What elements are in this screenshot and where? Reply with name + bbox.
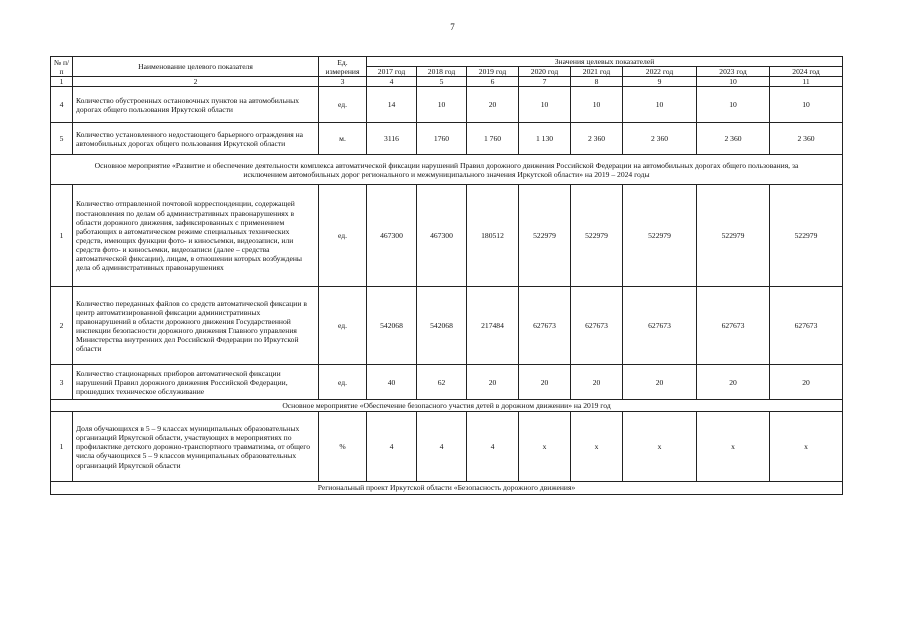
indicator-value: 467300 [417, 185, 467, 287]
indicator-row [51, 123, 843, 155]
indicator-value: х [623, 412, 697, 482]
indicator-value: 20 [770, 365, 843, 400]
column-number: 10 [697, 77, 770, 87]
row-number: 4 [51, 87, 73, 123]
indicator-value: 2 360 [571, 123, 623, 155]
indicator-row [51, 87, 843, 123]
indicator-value: 1 130 [519, 123, 571, 155]
indicator-value: 40 [367, 365, 417, 400]
indicator-name: Количество переданных файлов со средств автоматической фиксации в центр автоматизированной фиксации административных правонарушений в области дорожного движения Государственной инспекции безопасности дорожного движения Главного управления Министерства внутренних дел Российской Федерации по Иркутской области [73, 287, 319, 365]
page-number: 7 [450, 22, 455, 32]
indicator-value: 522979 [571, 185, 623, 287]
indicator-value: х [697, 412, 770, 482]
column-number: 6 [467, 77, 519, 87]
indicator-value: 14 [367, 87, 417, 123]
header-year: 2024 год [770, 67, 843, 77]
indicator-value: 3116 [367, 123, 417, 155]
section-title-row [51, 482, 843, 494]
header-values-group: Значения целевых показателей [367, 57, 843, 67]
header-year: 2022 год [623, 67, 697, 77]
indicator-value: 627673 [697, 287, 770, 365]
indicator-value: 522979 [623, 185, 697, 287]
column-number: 4 [367, 77, 417, 87]
indicator-value: 10 [697, 87, 770, 123]
indicator-value: 20 [519, 365, 571, 400]
row-number: 2 [51, 287, 73, 365]
section-title: Основное мероприятие «Развитие и обеспечение деятельности комплекса автоматической фиксации нарушений Правил дорожного движения Российской Федерации на автомобильных дорогах общего пользования, за исключением автомобильных дорог регионального и межмуниципального значения Иркутской области» на 2019 – 2024 годы [51, 155, 843, 185]
indicator-value: 62 [417, 365, 467, 400]
indicator-value: 4 [367, 412, 417, 482]
unit: м. [319, 123, 367, 155]
row-number: 3 [51, 365, 73, 400]
column-number: 8 [571, 77, 623, 87]
indicator-row [51, 412, 843, 482]
column-number: 5 [417, 77, 467, 87]
indicator-value: 542068 [367, 287, 417, 365]
row-number: 1 [51, 412, 73, 482]
unit: ед. [319, 185, 367, 287]
indicator-value: 20 [467, 365, 519, 400]
column-number: 7 [519, 77, 571, 87]
indicator-value: 2 360 [623, 123, 697, 155]
section-title: Основное мероприятие «Обеспечение безопасного участия детей в дорожном движении» на 2019 год [51, 400, 843, 412]
indicator-value: 20 [697, 365, 770, 400]
indicator-name: Количество обустроенных остановочных пунктов на автомобильных дорогах общего пользования Иркутской области [73, 87, 319, 123]
section-title-row [51, 400, 843, 412]
indicator-value: 522979 [519, 185, 571, 287]
indicator-value: 542068 [417, 287, 467, 365]
header-name: Наименование целевого показателя [73, 57, 319, 77]
indicator-value: х [519, 412, 571, 482]
column-number: 3 [319, 77, 367, 87]
column-number: 11 [770, 77, 843, 87]
indicator-value: 10 [571, 87, 623, 123]
unit: ед. [319, 287, 367, 365]
indicator-value: 10 [770, 87, 843, 123]
column-numbers-row [51, 77, 843, 87]
unit: ед. [319, 365, 367, 400]
row-number: 5 [51, 123, 73, 155]
unit: % [319, 412, 367, 482]
indicator-value: 627673 [571, 287, 623, 365]
column-number: 2 [73, 77, 319, 87]
indicator-value: 522979 [770, 185, 843, 287]
indicator-value: 4 [417, 412, 467, 482]
column-number: 9 [623, 77, 697, 87]
header-year: 2019 год [467, 67, 519, 77]
header-year: 2018 год [417, 67, 467, 77]
indicator-value: 180512 [467, 185, 519, 287]
indicator-row [51, 185, 843, 287]
header-year: 2023 год [697, 67, 770, 77]
indicator-value: 10 [519, 87, 571, 123]
header-year: 2020 год [519, 67, 571, 77]
section-title: Региональный проект Иркутской области «Безопасность дорожного движения» [51, 482, 843, 494]
header-num: № п/п [51, 57, 73, 77]
indicator-value: 627673 [770, 287, 843, 365]
indicator-value: 467300 [367, 185, 417, 287]
indicator-value: х [571, 412, 623, 482]
indicator-value: 627673 [519, 287, 571, 365]
indicator-value: 20 [623, 365, 697, 400]
indicator-name: Количество установленного недостающего барьерного ограждения на автомобильных дорогах общего пользования Иркутской области [73, 123, 319, 155]
indicator-value: 627673 [623, 287, 697, 365]
indicator-name: Количество стационарных приборов автоматической фиксации нарушений Правил дорожного движения Российской Федерации, прошедших техническое обслуживание [73, 365, 319, 400]
unit: ед. [319, 87, 367, 123]
header-row [51, 57, 843, 67]
indicator-value: 2 360 [770, 123, 843, 155]
header-unit: Ед. измерения [319, 57, 367, 77]
section-title-row [51, 155, 843, 185]
indicator-value: 2 360 [697, 123, 770, 155]
indicator-value: 4 [467, 412, 519, 482]
indicator-value: 1760 [417, 123, 467, 155]
header-year: 2017 год [367, 67, 417, 77]
indicator-value: 10 [623, 87, 697, 123]
indicator-value: х [770, 412, 843, 482]
indicator-value: 20 [467, 87, 519, 123]
indicator-name: Доля обучающихся в 5 – 9 классах муниципальных образовательных организаций Иркутской области, участвующих в мероприятиях по профилактике детского дорожно-транспортного травматизма, от общего числа обучающихся 5 – 9 классов муниципальных образовательных организаций Иркутской области [73, 412, 319, 482]
indicator-row [51, 287, 843, 365]
indicator-value: 10 [417, 87, 467, 123]
row-number: 1 [51, 185, 73, 287]
indicator-value: 20 [571, 365, 623, 400]
indicator-name: Количество отправленной почтовой корреспонденции, содержащей постановления по делам об административных правонарушениях в области дорожного движения, зафиксированных с применением работающих в автоматическом режиме специальных технических средств, имеющих функции фото- и киносъемки, видеозаписи, или средств фото- и киносъемки, видеозаписи (далее – средства автоматической фиксации), лицам, в отношении которых возбуждены дела об административных правонарушениях [73, 185, 319, 287]
indicator-row [51, 365, 843, 400]
indicator-value: 1 760 [467, 123, 519, 155]
column-number: 1 [51, 77, 73, 87]
indicator-value: 522979 [697, 185, 770, 287]
indicator-value: 217484 [467, 287, 519, 365]
header-year: 2021 год [571, 67, 623, 77]
target-indicators-table [50, 56, 843, 495]
